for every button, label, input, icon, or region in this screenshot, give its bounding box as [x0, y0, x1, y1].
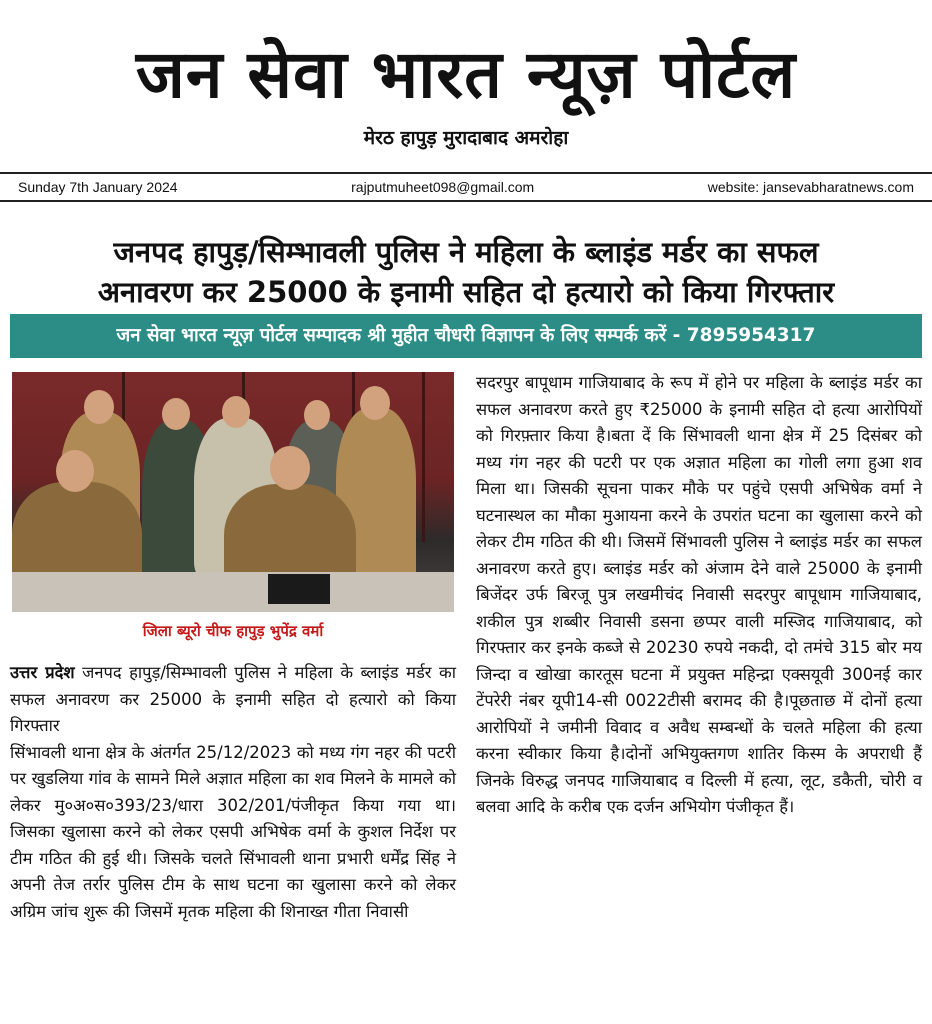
info-bar: [0, 172, 932, 202]
person-head: [222, 396, 250, 428]
coverage-cities: मेरठ हापुड़ मुरादाबाद अमरोहा: [363, 127, 569, 149]
desk: [12, 572, 454, 612]
wall-panel: [422, 372, 425, 542]
article-intro-text: जनपद हापुड़/सिम्भावली पुलिस ने महिला के ब्लाइंड मर्डर का सफल अनावरण कर 25000 के इनामी सहित दो हत्यारो को किया गिरफ्तार: [10, 663, 456, 735]
seated-officer-head: [56, 450, 94, 492]
headline: [10, 232, 922, 312]
article-column-left: [10, 660, 456, 925]
photo-caption: जिला ब्यूरो चीफ हापुड़ भुपेंद्र वर्मा: [142, 622, 324, 640]
person-head: [162, 398, 190, 430]
article-intro: [10, 660, 456, 740]
article-body-left: सिंभावली थाना क्षेत्र के अंतर्गत 25/12/2023 को मध्य गंग नहर की पटरी पर खुडलिया गांव के सामने मिले अज्ञात महिला का शव मिलने के मामले को लेकर मु०अ०स०393/23/धारा 302/201/पंजीकृत किया गया था। जिसका खुलासा करने को लेकर एसपी अभिषेक वर्मा के कुशल निर्देश पर टीम गठित की हुई थी। जिसके चलते सिंभावली थाना प्रभारी धर्मेंद्र सिंह ने अपनी तेज तर्रार पुलिस टीम के साथ घटना का खुलासा करने को लेकर अग्रिम जांच शुरू की जिसमें मृतक महिला की शिनाख्त गीता निवासी: [10, 742, 456, 921]
publish-date: Sunday 7th January 2024: [18, 179, 178, 195]
person-head: [84, 390, 114, 424]
headline-line-1: जनपद हापुड़/सिम्भावली पुलिस ने महिला के ब्लाइंड मर्डर का सफल: [113, 235, 819, 269]
headline-line-2: अनावरण कर 25000 के इनामी सहित दो हत्यारो को किया गिरफ्तार: [97, 275, 835, 309]
person-head: [304, 400, 330, 430]
article-column-right: [476, 370, 922, 821]
masthead: [0, 0, 932, 150]
portal-title: जन सेवा भारत न्यूज़ पोर्टल: [135, 36, 797, 113]
website-label: website: jansevabharatnews.com: [707, 179, 914, 195]
laptop: [268, 574, 330, 604]
seated-officer-head: [270, 446, 310, 490]
article-body-right: सदरपुर बापूधाम गाजियाबाद के रूप में होने पर महिला के ब्लाइंड मर्डर का सफल अनावरण करते हुए ₹25000 के इनामी सहित दो हत्या आरोपियों को गिरफ़्तार किया है।बता दें कि सिंभावली थाना क्षेत्र में 25 दिसंबर को मध्य गंग नहर की पटरी पर एक अज्ञात महिला का गोली लगा हुआ शव मिला था। जिसकी सूचना पाकर मौके पर पहुंचे एसपी अभिषेक वर्मा ने घटनास्थल का मौका मुआयना करने के उपरांत घटना का खुलासा करने को लेकर टीम गठित की थी। जिसमें सिंभावली पुलिस ने ब्लाइंड मर्डर का सफल अनावरण करते हुए। ब्लाइंड मर्डर को अंजाम देने वाले 25000 के इनामी बिजेंदर उर्फ बिरजू पुत्र लखमीचंद निवासी सदरपुर बापूधाम गाजियाबाद, शकील पुत्र शब्बीर निवासी डसना छप्पर वाली मस्जिद गाजियाबाद, को गिरफ्तार कर इनके कब्जे से 20230 रुपये नकदी, दो तमंचे 315 बोर मय जिन्दा व खोखा कारतूस घटना में प्रयुक्त महिन्द्रा एक्सयूवी 300नई कार टेंपरेरी नंबर यूपी14-सी 0022टीसी बरामद की है।पूछताछ में दोनों हत्या आरोपियों ने जमीनी विवाद व अवैध सम्बन्धों के चलते महिला की हत्या करना स्वीकार किया है।दोनों अभियुक्तगण शातिर किस्म के अपराधी हैं जिनके विरुद्ध जनपद गाजियाबाद व दिल्ली में हत्या, लूट, डकैती, चोरी व बलवा आदि के करीब एक दर्जन अभियोग पंजीकृत हैं।: [476, 373, 922, 816]
advertisement-banner: जन सेवा भारत न्यूज़ पोर्टल सम्पादक श्री मुहीत चौधरी विज्ञापन के लिए सम्पर्क करें - 7895954317: [10, 314, 922, 358]
contact-email: rajputmuheet098@gmail.com: [351, 179, 535, 195]
article-lead: उत्तर प्रदेश: [10, 663, 75, 682]
news-photo: [12, 372, 454, 612]
person-head: [360, 386, 390, 420]
